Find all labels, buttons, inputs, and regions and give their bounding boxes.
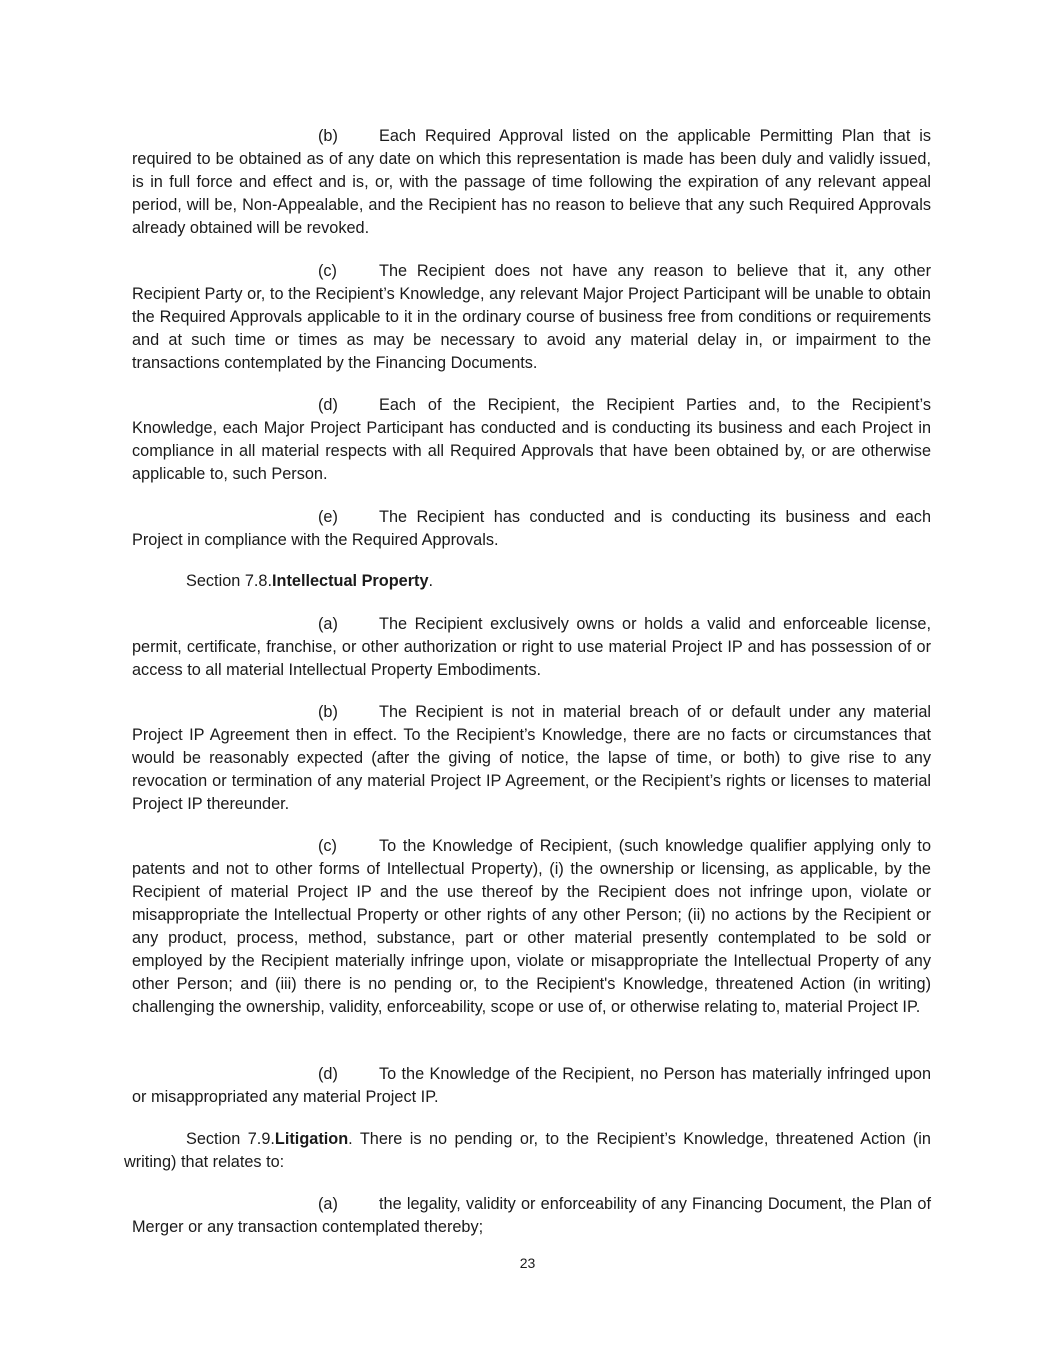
clause-label: (b) [318,127,338,145]
clause-text: To the Knowledge of Recipient, (such knowledge qualifier applying only to patents and not to other forms of Intellectual Property), (i) the ownership or licensing, as applicable, by the Recipient of material Project IP and the use thereof by the Recipient does not infringe upon, violate or misappropriate the Intellectual Property or other rights of any other Person; (ii) no actions by the Recipient or any product, process, method, substance, part or other material presently contemplated to be sold or employed by the Recipient materially infringe upon, violate or misappropriate the Intellectual Property of any other Person; and (iii) there is no pending or, to the Recipient's Knowledge, threatened Action (in writing) challenging the ownership, validity, enforceability, scope or use of, or otherwise relating to, material Project IP. [132,837,931,1016]
clause-text: The Recipient exclusively owns or holds a valid and enforceable license, permit, certificate, franchise, or other authorization or right to use material Project IP and has possession of or access to all material Intellectual Property Embodiments. [132,615,931,679]
section-title: Litigation [274,1130,349,1148]
paragraph-7-8-c [132,835,931,1019]
paragraph-7-9-a [132,1193,931,1239]
clause-label: (d) [318,396,338,414]
clause-label: (a) [318,615,338,633]
section-number: Section 7.9. [186,1130,275,1148]
clause-text: The Recipient has conducted and is conducting its business and each Project in compliance with the Required Approvals. [132,508,931,549]
section-number: Section 7.8. [186,572,272,590]
paragraph-7-8-d [132,1063,931,1109]
clause-label: (c) [318,262,337,280]
clause-label: (b) [318,703,338,721]
clause-label: (a) [318,1195,338,1213]
clause-text: To the Knowledge of the Recipient, no Person has materially infringed upon or misappropriated any material Project IP. [132,1065,931,1106]
section-7-8-heading [132,570,931,593]
clause-text: Each Required Approval listed on the applicable Permitting Plan that is required to be obtained as of any date on which this representation is made has been duly and validly issued, is in full force and effect and is, or, with the passage of time following the expiration of any relevant appeal period, will be, Non-Appealable, and the Recipient has no reason to believe that any such Required Approvals already obtained will be revoked. [132,127,931,237]
paragraph-7-7-d [132,394,931,486]
clause-label: (e) [318,508,338,526]
clause-text: The Recipient does not have any reason to believe that it, any other Recipient Party or, to the Recipient’s Knowledge, any relevant Major Project Participant will be unable to obtain the Required Approvals applicable to it in the ordinary course of business free from conditions or requirements and at such time or times as may be necessary to avoid any material delay in, or impairment to the transactions contemplated by the Financing Documents. [132,262,931,372]
paragraph-7-7-b [132,125,931,240]
paragraph-7-8-a [132,613,931,682]
section-suffix: . [428,572,434,590]
paragraph-7-8-b [132,701,931,816]
clause-text: the legality, validity or enforceability of any Financing Document, the Plan of Merger or any transaction contemplated thereby; [132,1195,931,1236]
paragraph-7-7-e [132,506,931,552]
clause-text: The Recipient is not in material breach of or default under any material Project IP Agreement then in effect. To the Recipient’s Knowledge, there are no facts or circumstances that would be reasonably expected (after the giving of notice, the lapse of time, or both) to give rise to any revocation or termination of any material Project IP Agreement, or the Recipient’s rights or licenses to material Project IP thereunder. [132,703,931,813]
clause-text: Each of the Recipient, the Recipient Parties and, to the Recipient’s Knowledge, each Major Project Participant has conducted and is conducting its business and each Project in compliance in all material respects with all Required Approvals that have been obtained by, or are otherwise applicable to, such Person. [132,396,931,483]
section-text: . There is no pending or, to the Recipient’s Knowledge, threatened Action (in writing) that relates to: [124,1130,931,1171]
section-title: Intellectual Property [272,572,429,590]
section-7-9-heading [124,1128,931,1174]
page-number: 23 [519,1255,536,1271]
clause-label: (d) [318,1065,338,1083]
clause-label: (c) [318,837,337,855]
paragraph-7-7-c [132,260,931,375]
